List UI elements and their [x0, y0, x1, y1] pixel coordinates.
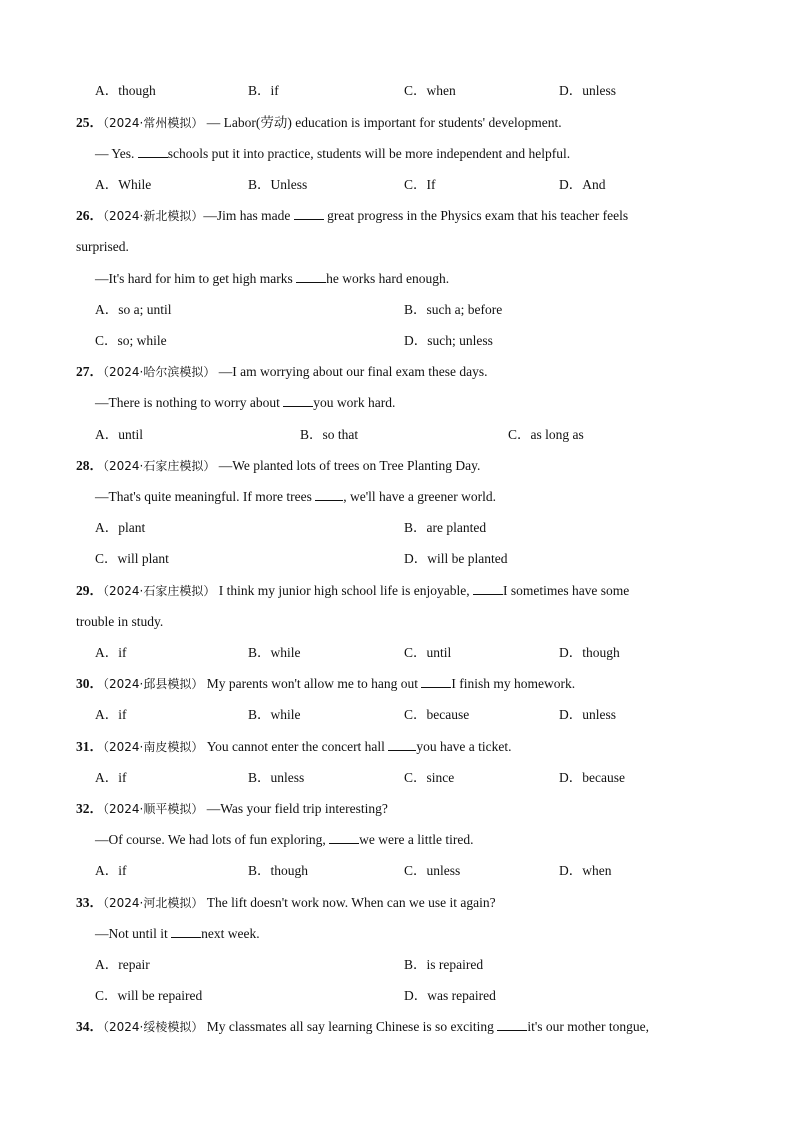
answer-blank — [315, 488, 343, 501]
q27-option-c: C．as long as — [508, 427, 584, 442]
q26-option-a: A．so a; until — [95, 302, 172, 317]
question-text: schools put it into practice, students will be more independent and helpful. — [167, 146, 571, 161]
q33-option-d: D．was repaired — [404, 988, 496, 1003]
question-text: I sometimes have some — [502, 583, 630, 598]
question-number: 28． — [76, 458, 103, 473]
question-text: —Not until it — [95, 926, 172, 941]
q26-continued: surprised. — [76, 239, 129, 254]
question-source: （2024·石家庄模拟） — [103, 584, 216, 598]
question-30 — [76, 675, 575, 693]
question-text: —That's quite meaningful. If more trees — [95, 489, 316, 504]
question-34 — [76, 1018, 649, 1036]
question-number: 27． — [76, 364, 103, 379]
q30-option-b: B．while — [248, 707, 301, 722]
question-text: The lift doesn't work now. When can we use it again? — [206, 895, 496, 910]
question-source: （2024·绥棱模拟） — [103, 1020, 204, 1034]
question-text: You cannot enter the concert hall — [206, 739, 389, 754]
q31-option-b: B．unless — [248, 770, 305, 785]
q32-option-a: A．if — [95, 863, 127, 878]
question-31 — [76, 738, 512, 756]
q27-reply — [95, 394, 395, 412]
question-number: 30． — [76, 676, 103, 691]
q32-option-d: D．when — [559, 863, 612, 878]
q33-option-c: C．will be repaired — [95, 988, 203, 1003]
question-text: —Was your field trip interesting? — [206, 801, 388, 816]
question-text: —Jim has made — [203, 208, 294, 223]
answer-blank — [329, 831, 359, 844]
question-text: — Yes. — [95, 146, 138, 161]
question-source: （2024·河北模拟） — [103, 896, 204, 910]
question-text: great progress in the Physics exam that his teacher feels — [323, 208, 629, 223]
question-source: （2024·新北模拟） — [103, 209, 204, 223]
q30-option-d: D．unless — [559, 707, 616, 722]
q25-option-b: B．Unless — [248, 177, 308, 192]
question-text: —I am worrying about our final exam these days. — [218, 364, 488, 379]
q31-option-a: A．if — [95, 770, 127, 785]
q31-option-c: C．since — [404, 770, 455, 785]
question-text: I finish my homework. — [451, 676, 576, 691]
q29-option-c: C．until — [404, 645, 452, 660]
q26-option-b: B．such a; before — [404, 302, 503, 317]
answer-blank — [497, 1018, 527, 1031]
q31-option-d: D．because — [559, 770, 625, 785]
question-text: —It's hard for him to get high marks — [95, 271, 297, 286]
question-28 — [76, 457, 480, 475]
question-number: 26． — [76, 208, 103, 223]
question-26 — [76, 207, 628, 225]
q24-option-b: B．if — [248, 83, 279, 98]
answer-blank — [138, 145, 168, 158]
q25-option-a: A．While — [95, 177, 152, 192]
question-text: My parents won't allow me to hang out — [206, 676, 422, 691]
q32-option-c: C．unless — [404, 863, 461, 878]
question-number: 25． — [76, 115, 103, 130]
q25-option-c: C．If — [404, 177, 436, 192]
q29-option-d: D．though — [559, 645, 620, 660]
question-text: next week. — [201, 926, 260, 941]
question-text: you have a ticket. — [416, 739, 512, 754]
question-source: （2024·邱县模拟） — [103, 677, 204, 691]
question-text: My classmates all say learning Chinese is so exciting — [206, 1019, 498, 1034]
answer-blank — [421, 675, 451, 688]
question-number: 29． — [76, 583, 103, 598]
q29-option-a: A．if — [95, 645, 127, 660]
answer-blank — [283, 394, 313, 407]
question-number: 32． — [76, 801, 103, 816]
question-text: you work hard. — [313, 395, 396, 410]
question-27 — [76, 363, 488, 381]
question-text: — Labor(劳动) education is important for students' development. — [206, 115, 562, 130]
question-source: （2024·哈尔滨模拟） — [103, 365, 216, 379]
q33-option-b: B．is repaired — [404, 957, 484, 972]
answer-blank — [171, 925, 201, 938]
question-text: —There is nothing to worry about — [95, 395, 284, 410]
question-text: —Of course. We had lots of fun exploring, — [95, 832, 330, 847]
question-29 — [76, 582, 629, 600]
q26-reply — [95, 270, 449, 288]
q25-option-d: D．And — [559, 177, 606, 192]
question-text: he works hard enough. — [326, 271, 450, 286]
q24-option-d: D．unless — [559, 83, 616, 98]
q25-answer-line — [95, 145, 570, 163]
answer-blank — [296, 270, 326, 283]
q24-option-c: C．when — [404, 83, 456, 98]
q26-option-d: D．such; unless — [404, 333, 493, 348]
question-number: 34． — [76, 1019, 103, 1034]
question-source: （2024·南皮模拟） — [103, 740, 204, 754]
question-number: 33． — [76, 895, 103, 910]
question-source: （2024·顺平模拟） — [103, 802, 204, 816]
q24-option-a: A．though — [95, 83, 156, 98]
question-text: —We planted lots of trees on Tree Planting Day. — [218, 458, 481, 473]
q28-option-d: D．will be planted — [404, 551, 508, 566]
q33-option-a: A．repair — [95, 957, 150, 972]
q30-option-c: C．because — [404, 707, 470, 722]
q26-option-c: C．so; while — [95, 333, 167, 348]
q29-continued: trouble in study. — [76, 614, 164, 629]
q27-option-a: A．until — [95, 427, 144, 442]
question-25 — [76, 114, 562, 132]
q28-reply — [95, 488, 496, 506]
answer-blank — [294, 207, 324, 220]
q28-option-b: B．are planted — [404, 520, 487, 535]
q30-option-a: A．if — [95, 707, 127, 722]
question-source: （2024·常州模拟） — [103, 116, 204, 130]
question-text: it's our mother tongue, — [527, 1019, 649, 1034]
answer-blank — [388, 738, 416, 751]
question-33 — [76, 894, 496, 912]
question-source: （2024·石家庄模拟） — [103, 459, 216, 473]
q32-option-b: B．though — [248, 863, 309, 878]
question-32 — [76, 800, 388, 818]
q28-option-a: A．plant — [95, 520, 146, 535]
question-text: I think my junior high school life is enjoyable, — [218, 583, 473, 598]
q32-reply — [95, 831, 473, 849]
q33-reply — [95, 925, 260, 943]
q29-option-b: B．while — [248, 645, 301, 660]
q27-option-b: B．so that — [300, 427, 359, 442]
answer-blank — [473, 582, 503, 595]
question-number: 31． — [76, 739, 103, 754]
question-text: we were a little tired. — [359, 832, 474, 847]
q28-option-c: C．will plant — [95, 551, 169, 566]
question-text: , we'll have a greener world. — [343, 489, 496, 504]
